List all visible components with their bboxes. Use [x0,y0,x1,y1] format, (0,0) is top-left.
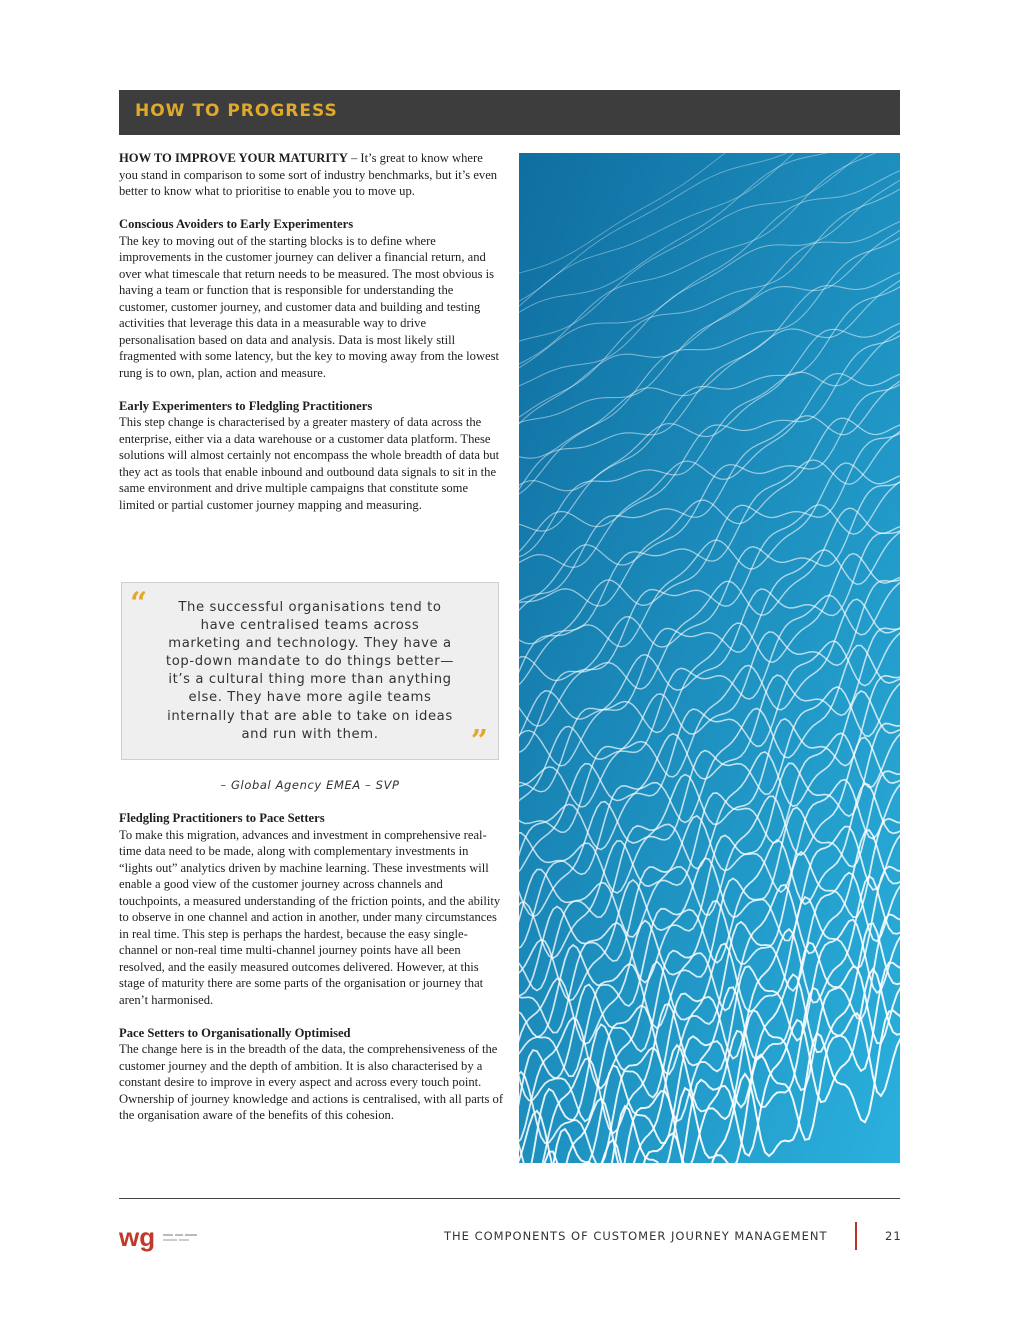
section-paragraph [119,810,503,1008]
pull-quote [121,582,499,760]
section-heading: Fledgling Practitioners to Pace Setters [119,811,325,825]
section-paragraph [119,1025,503,1124]
artwork-background [519,153,900,1163]
intro-lead: HOW TO IMPROVE YOUR MATURITY [119,151,348,165]
section-heading: Early Experimenters to Fledgling Practitioners [119,398,373,413]
footer-divider [119,1198,900,1199]
section-heading: Conscious Avoiders to Early Experimenters [119,217,354,231]
logo-icon [119,1222,209,1258]
close-quote-icon: ” [470,724,488,759]
company-logo [119,1222,209,1258]
section-paragraph [119,216,503,381]
contour-lines-image [519,153,900,1163]
section-body: To make this migration, advances and investment in comprehensive real-time data need to be made, along with complementary investments in “lights out” analytics driven by machine learning. These investments will enable a good view of the customer journey across channels and touchpoints, a measured understanding of the friction points, and the ability to observe in one channel and action in another, under many circumstances in real time. This step is perhaps the hardest, because the easy single-channel or non-real time multi-channel journey points have all been resolved, and the easily measured outcomes delivered. However, at this stage of maturity there are some parts of the organisation or journey that aren’t harmonised. [119,827,501,1007]
section-title: HOW TO PROGRESS [135,101,338,121]
section-heading: Pace Setters to Organisationally Optimised [119,1025,351,1040]
section-body: The key to moving out of the starting blocks is to define where improvements in the customer journey can deliver a financial return, and over what timescale that return needs to be measured. The most obvious is having a team or function that is responsible for understanding the customer, customer journey, and customer data and building and testing activities that leverage this data in a measurable way to drive personalisation based on data and analysis. Data is most likely still fragmented with some latency, but the key to moving away from the lowest rung is to own, plan, action and measure. [119,233,500,380]
contour-artwork [519,153,900,1163]
page-number: 21 [885,1229,902,1243]
intro-paragraph [119,150,503,200]
document-title: THE COMPONENTS OF CUSTOMER JOURNEY MANAGEMENT [444,1229,828,1243]
footer-separator [855,1222,857,1250]
section-body: The change here is in the breadth of the data, the comprehensiveness of the customer journey and the depth of ambition. It is also characterised by a constant desire to improve in every aspect and across every touch point. Ownership of journey knowledge and actions is centralised, with all parts of the organisation aware of the benefits of this cohesion. [119,1042,504,1122]
intro-text: – It’s great to know where you stand in comparison to some sort of industry benchmarks, but it’s even better to know what to prioritise to enable you to move up. [119,151,498,198]
logo-text: wg [119,1222,156,1252]
left-column-top [119,150,503,530]
section-banner [119,90,900,135]
quote-text: The successful organisations tend to have centralised teams across marketing and technology. They have a top-down mandate to do things better— it’s a cultural thing more than anything else. They have more agile teams internally that are able to take on ideas and run with them. [165,600,455,742]
left-column-bottom [119,810,503,1140]
section-body: This step change is characterised by a greater mastery of data across the enterprise, either via a data warehouse or a customer data platform. These solutions will almost certainly not encompass the whole breadth of data but they act as tools that enable inbound and outbound data signals to sit in the same environment and drive multiple campaigns that constitute some limited or partial customer journey mapping and measuring. [119,415,500,512]
open-quote-icon: “ [130,586,148,621]
quote-attribution: – Global Agency EMEA – SVP [220,778,400,792]
section-paragraph [119,398,503,514]
